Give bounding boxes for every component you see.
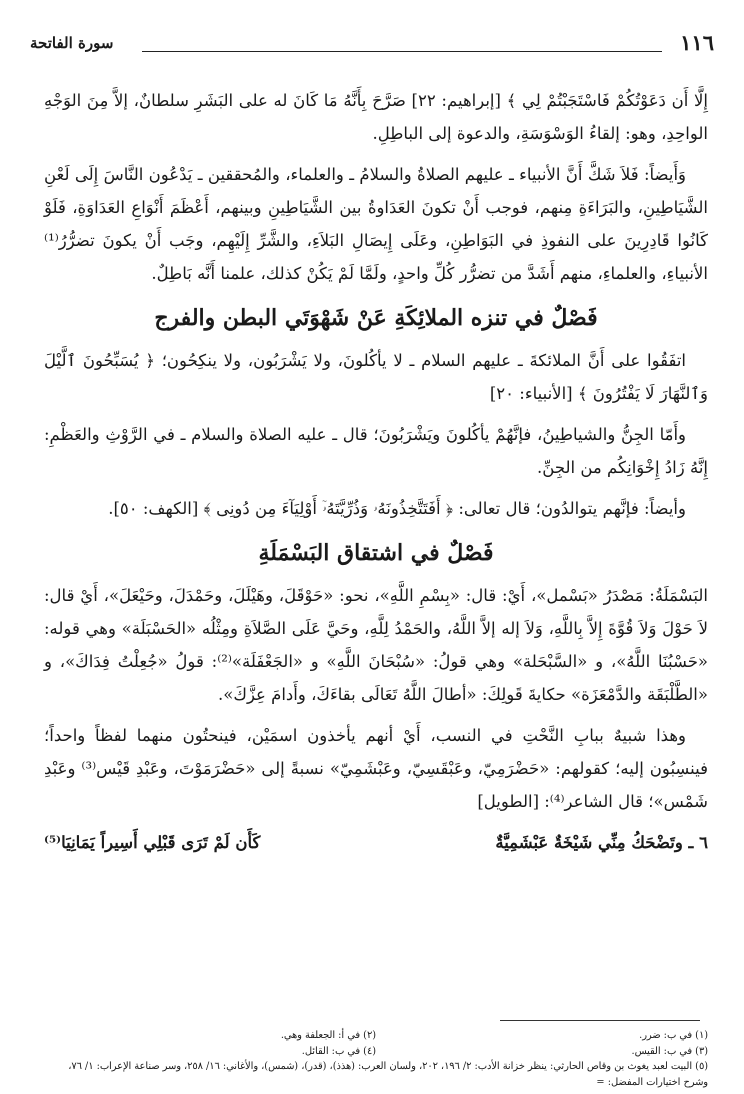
paragraph: وَأَيضاً: فَلاَ شَكَّ أَنَّ الأنبياء ـ عليهم الصلاةُ والسلامُ ـ والعلماء، والمُحققين ـ يَدْعُون النَّاسَ إِلَى لَعْنِ الشَّيَاطِينِ، والبَرَاءَةِ مِنهم، فوجب أَنْ تكونَ العَدَاوةُ بين الشَّيَاطِينِ وبينهم، أَعْظَمَ أَنْوَاعِ العَدَاوَةِ، فَلَوْ كَانُوا قَادِرِينَ على النفوذِ في البَوَاطِنِ، وعَلَى إِيصَالِ البَلاَءِ، والشَّرِّ إِلَيْهِم، وجَب أَنْ يكونَ تضرُّرُ⁽¹⁾ الأنبياءِ، والعلماءِ، منهم أَشَدَّ من تضرُّر كُلِّ واحدٍ، ولَمَّا لَمْ يَكُنْ كذلك، علمنا أَنَّه بَاطِلٌ.: [44, 165, 708, 283]
footnote: (٣) في ب: القيس.: [631, 1045, 708, 1057]
footnote: (٤) في ب: القائل.: [301, 1045, 376, 1057]
section-title: فَصْلٌ في تنزه الملائِكَةِ عَنْ شَهْوَتَي البطن والفرج: [154, 305, 598, 331]
page-number: ١١٦: [680, 30, 714, 55]
footnotes: [44, 1028, 708, 1090]
footnote: (٢) في أ: الجعلفة وهي.: [280, 1030, 376, 1041]
verse-first-hemistich: ٦ ـ وتَضْحَكُ مِنِّي شَيْخَةٌ عَبْشَمِيَّةٌ: [495, 833, 708, 852]
footnote-row: [44, 1028, 708, 1044]
page-header: [30, 30, 714, 64]
poetry-verse: [44, 826, 708, 860]
header-rule: [142, 51, 662, 52]
verse-second-hemistich: كَأَن لَمْ تَرَى قَبْلِي أَسِيراً يَمَانِيَا⁽⁵⁾: [44, 833, 261, 852]
footnote: (٥) البيت لعبد يغوث بن وقاص الحارثي: ينظر خزانة الأدب: ٢/ ١٩٦، ٢٠٢، ولسان العرب: (هذذ)، (قدر)، (شمس)، والأغاني: ١٦/ ٢٥٨، وسر صناعة الإعراب: ١/ ٧٦، وشرح اختيارات المفضل: =: [68, 1061, 708, 1088]
footnote-row: [44, 1044, 708, 1060]
footnote: (١) في ب: ضرر.: [639, 1030, 708, 1041]
paragraph: وأَمّا الجِنُّ والشياطِينُ، فإنَّهُمْ يأكُلونَ ويَشْرَبُونَ؛ قال ـ عليه الصلاة والسلام ـ في الرَّوْثِ والعَظْمِ: إِنَّهُ زَادُ إِخْوَانِكُم من الجِنِّ.: [44, 425, 708, 477]
surah-title: سورة الفاتحة: [30, 34, 114, 52]
section-title: فَصْلٌ في اشتقاق البَسْمَلَةِ: [258, 540, 494, 566]
paragraph: إِلَّا أَن دَعَوْتُكُمْ فَاسْتَجَبْتُمْ لِي ﴾ [إبراهيم: ٢٢] صَرَّحَ بِأَنَّهُ مَا كَانَ له على البَشَرِ سلطانٌ، إلاَّ مِنَ الوَجْهِ الواحِدِ، وهو: إلقاءُ الوَسْوَسَةِ، والدعوة إلى الباطِلِ.: [44, 91, 708, 143]
footnote-divider: [500, 1020, 700, 1021]
paragraph: وهذا شبيهٌ ببابِ النَّحْتِ في النسب، أَيْ أنهم يأخذون اسمَيْن، فينحتُون منهما لفظاً واحداً؛ فينسِبُون إليه؛ كقولهم: «حَضْرَمِيّ، وعَبْقَسِيّ، وعَبْشَمِيّ» نسبةً إلى «حَضْرَمَوْتَ، وعَبْدِ قَيْس⁽³⁾ وعَبْدِ شَمْس»؛ قال الشاعر⁽⁴⁾: [الطويل]: [44, 726, 708, 811]
main-text: [44, 84, 708, 860]
paragraph: البَسْمَلَةُ: مَصْدَرُ «بَسْمل»، أَيْ: قال: «بِسْمِ اللَّهِ»، نحو: «حَوْقَلَ، وهَيْلَلَ، وحَمْدَلَ، وحَيْعَلَ»، أَيْ قال: لاَ حَوْلَ وَلاَ قُوَّةَ إِلاَّ بِاللَّهِ، وَلاَ إله إلاَّ اللَّهُ، والحَمْدُ لِلَّهِ، وحَيَّ عَلَى الصَّلاَةِ ومِثْلُه «الحَسْبَلَة» وهي قوله: «حَسْبُنَا اللَّهُ»، و «السَّبْحَلة» وهي قولُ: «سُبْحَانَ اللَّهِ» و «الجَعْفَلَة»⁽²⁾: قولُ «جُعِلْتُ فِدَاكَ»، و «الطَّلْبَقَة والدَّمْعَزَة» حكايةَ قَولِكَ: «أطالَ اللَّهُ تَعَالَى بقاءَكَ، وأَدامَ عِزَّكَ».: [44, 586, 709, 704]
paragraph: اتفَقُوا على أَنَّ الملائكةَ ـ عليهم السلام ـ لا يأكُلونَ، ولا يَشْرَبُون، ولا ينكِحُون؛ ﴿ يُسَبِّحُونَ ٱلَّيْلَ وَٱلنَّهَارَ لَا يَفْتُرُونَ ﴾ [الأنبياء: ٢٠]: [44, 351, 708, 403]
paragraph: وأيضاً: فإنَّهم يتوالدُون؛ قال تعالى: ﴿ أَفَتَتَّخِذُونَهُۥ وَذُرِّيَّتَهُۥٓ أَوْلِيَآءَ مِن دُونِى ﴾ [الكهف: ٥٠].: [108, 499, 686, 518]
